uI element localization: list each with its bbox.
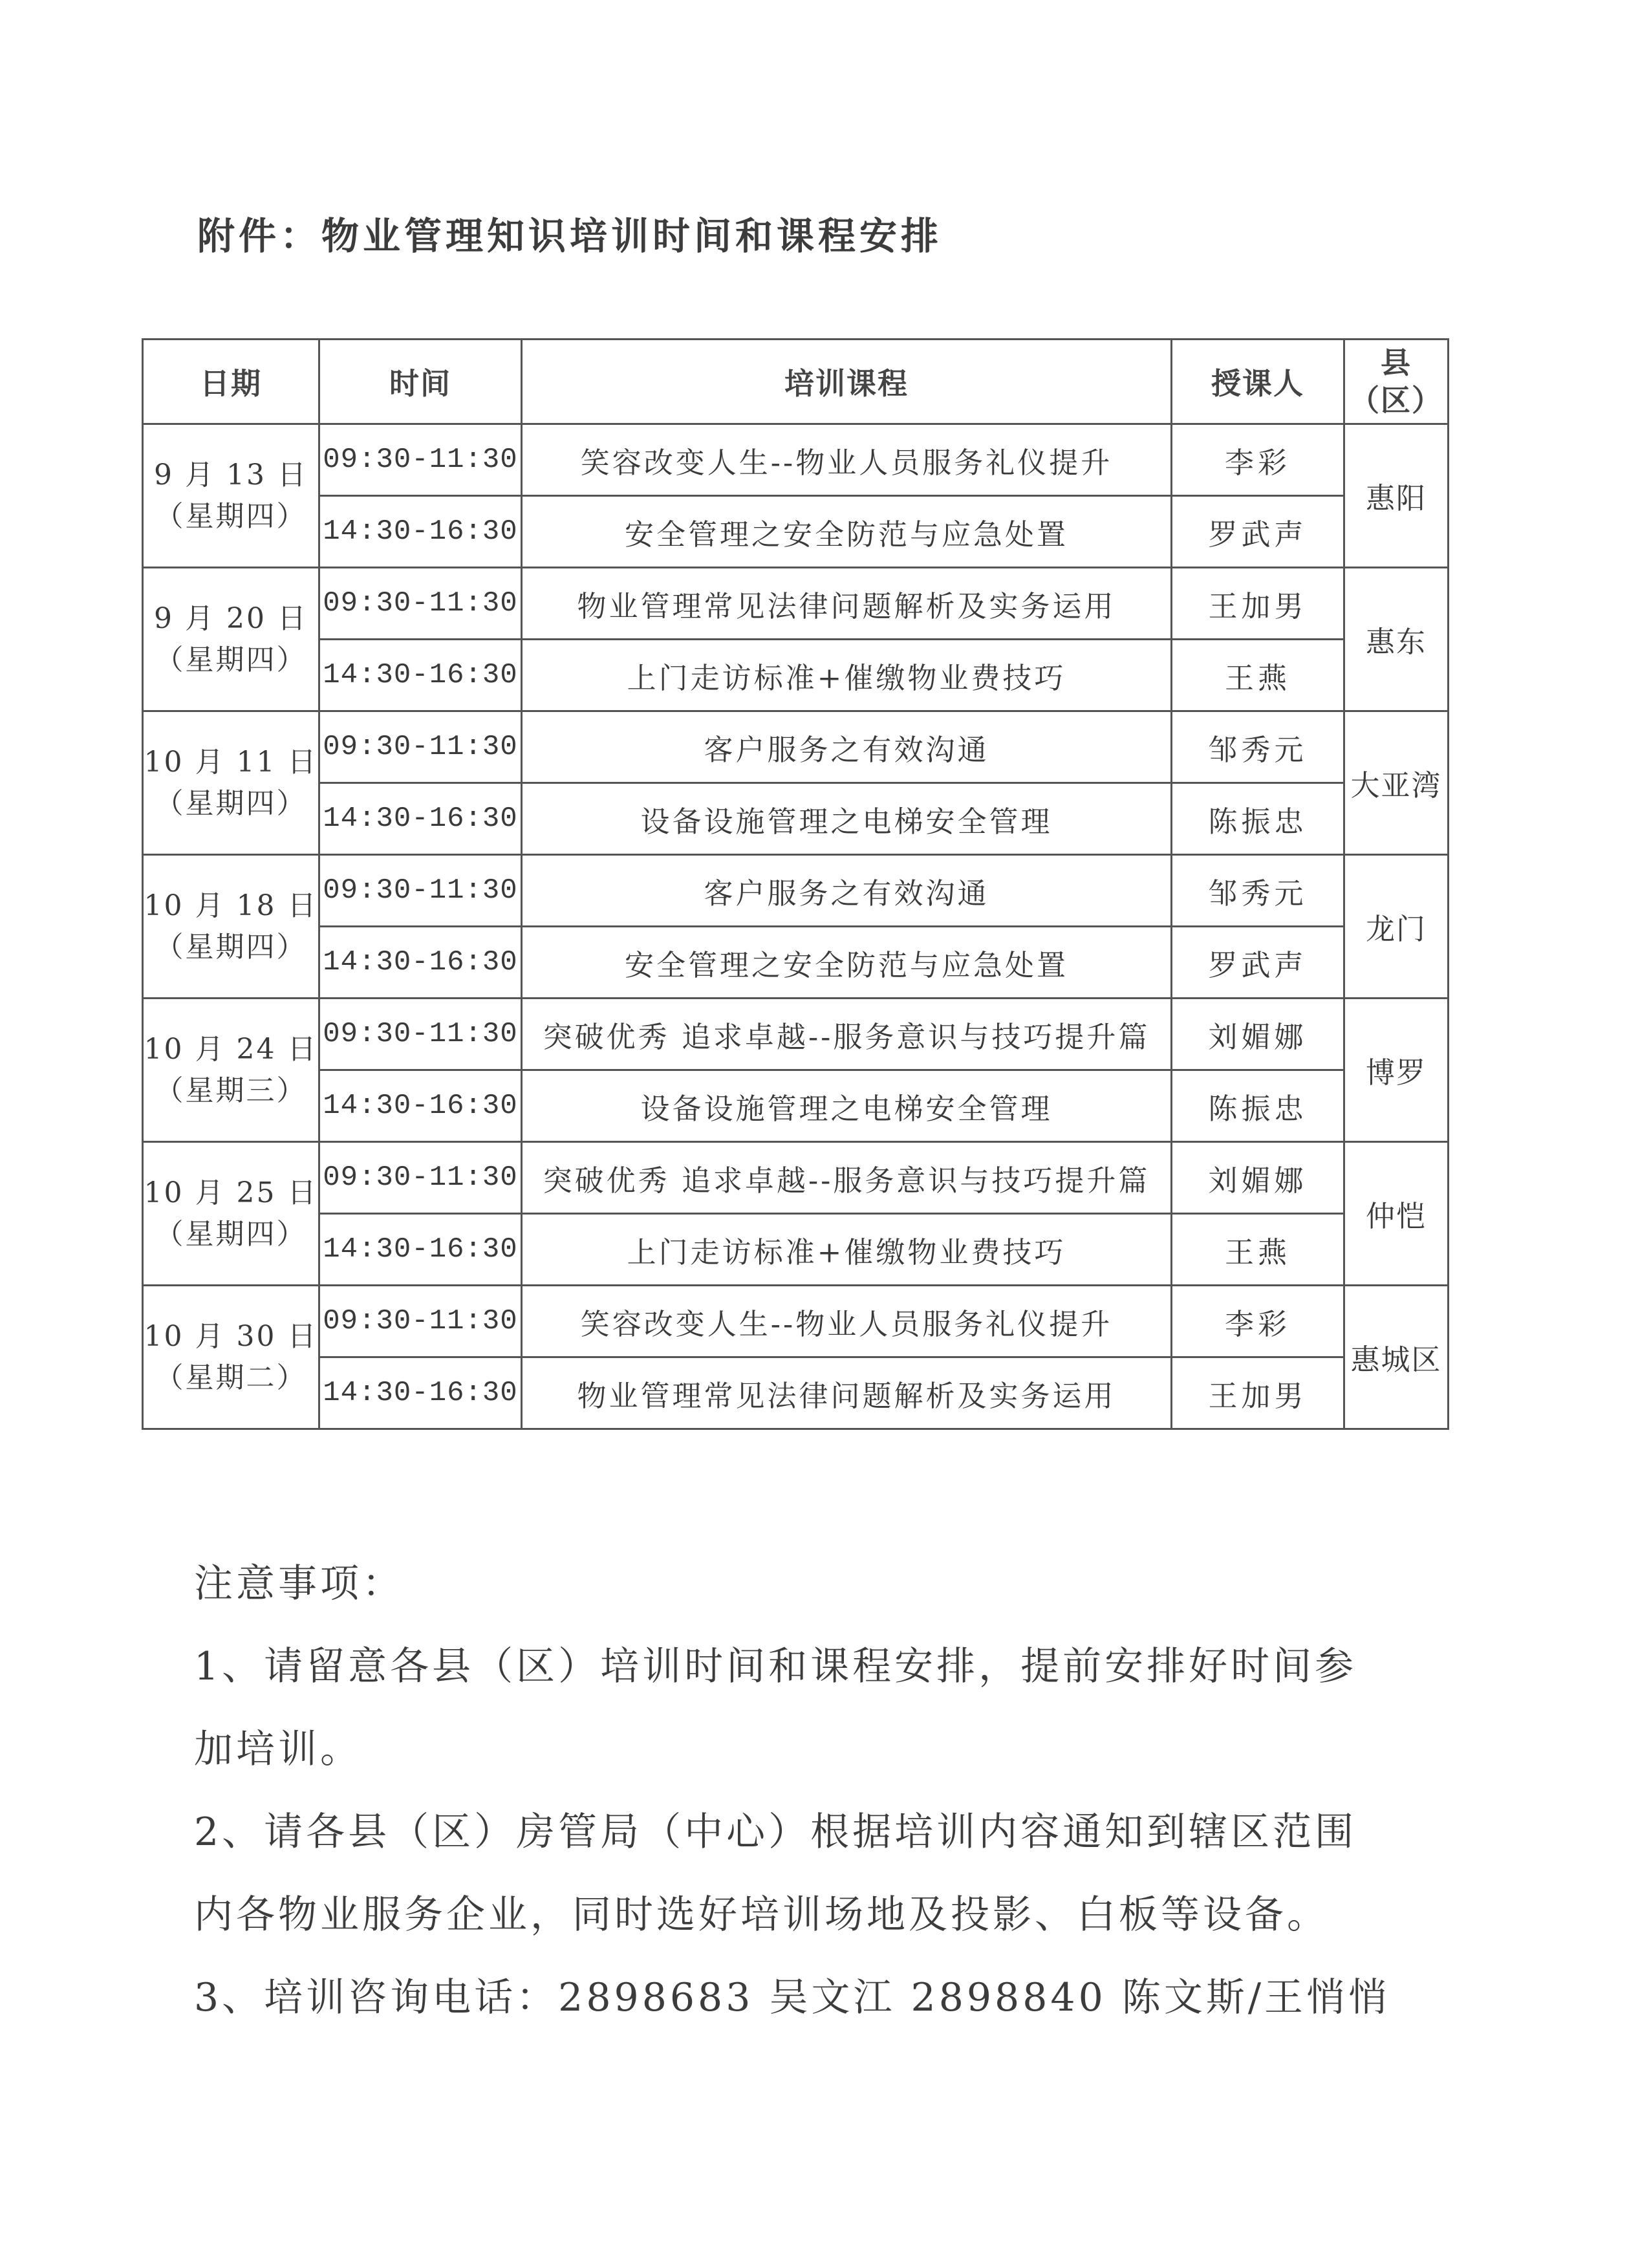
header-county-line2: （区） bbox=[1350, 383, 1443, 418]
time-cell: 09:30-11:30 bbox=[319, 424, 522, 496]
table-row bbox=[143, 496, 1449, 568]
date-cell bbox=[143, 711, 319, 855]
time-cell: 09:30-11:30 bbox=[319, 568, 522, 640]
course-cell: 设备设施管理之电梯安全管理 bbox=[522, 1070, 1172, 1142]
weekday-text: （星期二） bbox=[155, 1361, 307, 1394]
table-row bbox=[143, 1214, 1449, 1286]
date-text: 10 月 30 日 bbox=[144, 1319, 318, 1353]
note-item-1-continued: 加培训。 bbox=[194, 1727, 362, 1772]
header-date: 日期 bbox=[143, 340, 319, 424]
header-county-line1: 县 bbox=[1381, 345, 1412, 380]
course-cell: 客户服务之有效沟通 bbox=[522, 855, 1172, 927]
date-text: 10 月 24 日 bbox=[144, 1032, 318, 1066]
time-cell: 14:30-16:30 bbox=[319, 1070, 522, 1142]
date-text: 9 月 13 日 bbox=[154, 458, 308, 491]
table-row bbox=[143, 711, 1449, 783]
table-row bbox=[143, 568, 1449, 640]
date-text: 9 月 20 日 bbox=[154, 601, 308, 635]
date-cell bbox=[143, 1142, 319, 1286]
note-item-1: 1、请留意各县（区）培训时间和课程安排，提前安排好时间参 bbox=[194, 1644, 1357, 1689]
date-text: 10 月 18 日 bbox=[144, 889, 318, 922]
table-row bbox=[143, 927, 1449, 999]
teacher-cell: 刘媚娜 bbox=[1172, 1142, 1344, 1214]
header-teacher: 授课人 bbox=[1172, 340, 1344, 424]
header-time: 时间 bbox=[319, 340, 522, 424]
course-cell: 笑容改变人生--物业人员服务礼仪提升 bbox=[522, 1286, 1172, 1357]
date-text: 10 月 25 日 bbox=[144, 1176, 318, 1209]
header-county bbox=[1344, 340, 1449, 424]
county-cell: 惠城区 bbox=[1344, 1286, 1449, 1429]
notes-heading: 注意事项： bbox=[194, 1561, 404, 1606]
note-item-2: 2、请各县（区）房管局（中心）根据培训内容通知到辖区范围 bbox=[194, 1809, 1357, 1855]
teacher-cell: 王加男 bbox=[1172, 1357, 1344, 1429]
course-cell: 安全管理之安全防范与应急处置 bbox=[522, 927, 1172, 999]
time-cell: 14:30-16:30 bbox=[319, 783, 522, 855]
teacher-cell: 王燕 bbox=[1172, 640, 1344, 711]
note-item-3-contact: 3、培训咨询电话：2898683 吴文江 2898840 陈文斯/王悄悄 bbox=[194, 1975, 1391, 2020]
table-row bbox=[143, 855, 1449, 927]
course-cell: 上门走访标准+催缴物业费技巧 bbox=[522, 1214, 1172, 1286]
course-cell: 上门走访标准+催缴物业费技巧 bbox=[522, 640, 1172, 711]
teacher-cell: 李彩 bbox=[1172, 424, 1344, 496]
table-row bbox=[143, 1070, 1449, 1142]
county-cell: 惠阳 bbox=[1344, 424, 1449, 568]
course-cell: 设备设施管理之电梯安全管理 bbox=[522, 783, 1172, 855]
table-row bbox=[143, 783, 1449, 855]
document-title: 附件：物业管理知识培训时间和课程安排 bbox=[197, 214, 943, 258]
time-cell: 14:30-16:30 bbox=[319, 1214, 522, 1286]
weekday-text: （星期四） bbox=[155, 499, 307, 533]
county-cell: 博罗 bbox=[1344, 999, 1449, 1142]
time-cell: 14:30-16:30 bbox=[319, 927, 522, 999]
teacher-cell: 罗武声 bbox=[1172, 496, 1344, 568]
date-cell bbox=[143, 424, 319, 568]
time-cell: 09:30-11:30 bbox=[319, 1286, 522, 1357]
table-row bbox=[143, 1357, 1449, 1429]
teacher-cell: 邹秀元 bbox=[1172, 711, 1344, 783]
teacher-cell: 王燕 bbox=[1172, 1214, 1344, 1286]
weekday-text: （星期四） bbox=[155, 930, 307, 964]
course-cell: 笑容改变人生--物业人员服务礼仪提升 bbox=[522, 424, 1172, 496]
note-item-2-continued: 内各物业服务企业，同时选好培训场地及投影、白板等设备。 bbox=[194, 1892, 1329, 1938]
county-cell: 仲恺 bbox=[1344, 1142, 1449, 1286]
teacher-cell: 陈振忠 bbox=[1172, 783, 1344, 855]
teacher-cell: 邹秀元 bbox=[1172, 855, 1344, 927]
table-row bbox=[143, 1142, 1449, 1214]
course-cell: 突破优秀 追求卓越--服务意识与技巧提升篇 bbox=[522, 999, 1172, 1070]
table-row bbox=[143, 1286, 1449, 1357]
teacher-cell: 罗武声 bbox=[1172, 927, 1344, 999]
table-row bbox=[143, 640, 1449, 711]
county-cell: 大亚湾 bbox=[1344, 711, 1449, 855]
time-cell: 09:30-11:30 bbox=[319, 855, 522, 927]
date-cell bbox=[143, 1286, 319, 1429]
time-cell: 14:30-16:30 bbox=[319, 640, 522, 711]
weekday-text: （星期四） bbox=[155, 786, 307, 820]
weekday-text: （星期三） bbox=[155, 1074, 307, 1107]
table-row bbox=[143, 424, 1449, 496]
teacher-cell: 王加男 bbox=[1172, 568, 1344, 640]
county-cell: 惠东 bbox=[1344, 568, 1449, 711]
course-cell: 突破优秀 追求卓越--服务意识与技巧提升篇 bbox=[522, 1142, 1172, 1214]
header-course: 培训课程 bbox=[522, 340, 1172, 424]
teacher-cell: 陈振忠 bbox=[1172, 1070, 1344, 1142]
table-row bbox=[143, 999, 1449, 1070]
date-cell bbox=[143, 568, 319, 711]
date-cell bbox=[143, 999, 319, 1142]
course-cell: 安全管理之安全防范与应急处置 bbox=[522, 496, 1172, 568]
training-schedule-table bbox=[142, 338, 1449, 1430]
teacher-cell: 刘媚娜 bbox=[1172, 999, 1344, 1070]
county-cell: 龙门 bbox=[1344, 855, 1449, 999]
time-cell: 14:30-16:30 bbox=[319, 496, 522, 568]
notes-section bbox=[194, 1542, 1461, 2039]
course-cell: 物业管理常见法律问题解析及实务运用 bbox=[522, 1357, 1172, 1429]
date-text: 10 月 11 日 bbox=[144, 745, 318, 779]
course-cell: 物业管理常见法律问题解析及实务运用 bbox=[522, 568, 1172, 640]
date-cell bbox=[143, 855, 319, 999]
time-cell: 09:30-11:30 bbox=[319, 1142, 522, 1214]
weekday-text: （星期四） bbox=[155, 643, 307, 676]
teacher-cell: 李彩 bbox=[1172, 1286, 1344, 1357]
time-cell: 09:30-11:30 bbox=[319, 999, 522, 1070]
table-header-row bbox=[143, 340, 1449, 424]
course-cell: 客户服务之有效沟通 bbox=[522, 711, 1172, 783]
weekday-text: （星期四） bbox=[155, 1217, 307, 1251]
time-cell: 14:30-16:30 bbox=[319, 1357, 522, 1429]
time-cell: 09:30-11:30 bbox=[319, 711, 522, 783]
